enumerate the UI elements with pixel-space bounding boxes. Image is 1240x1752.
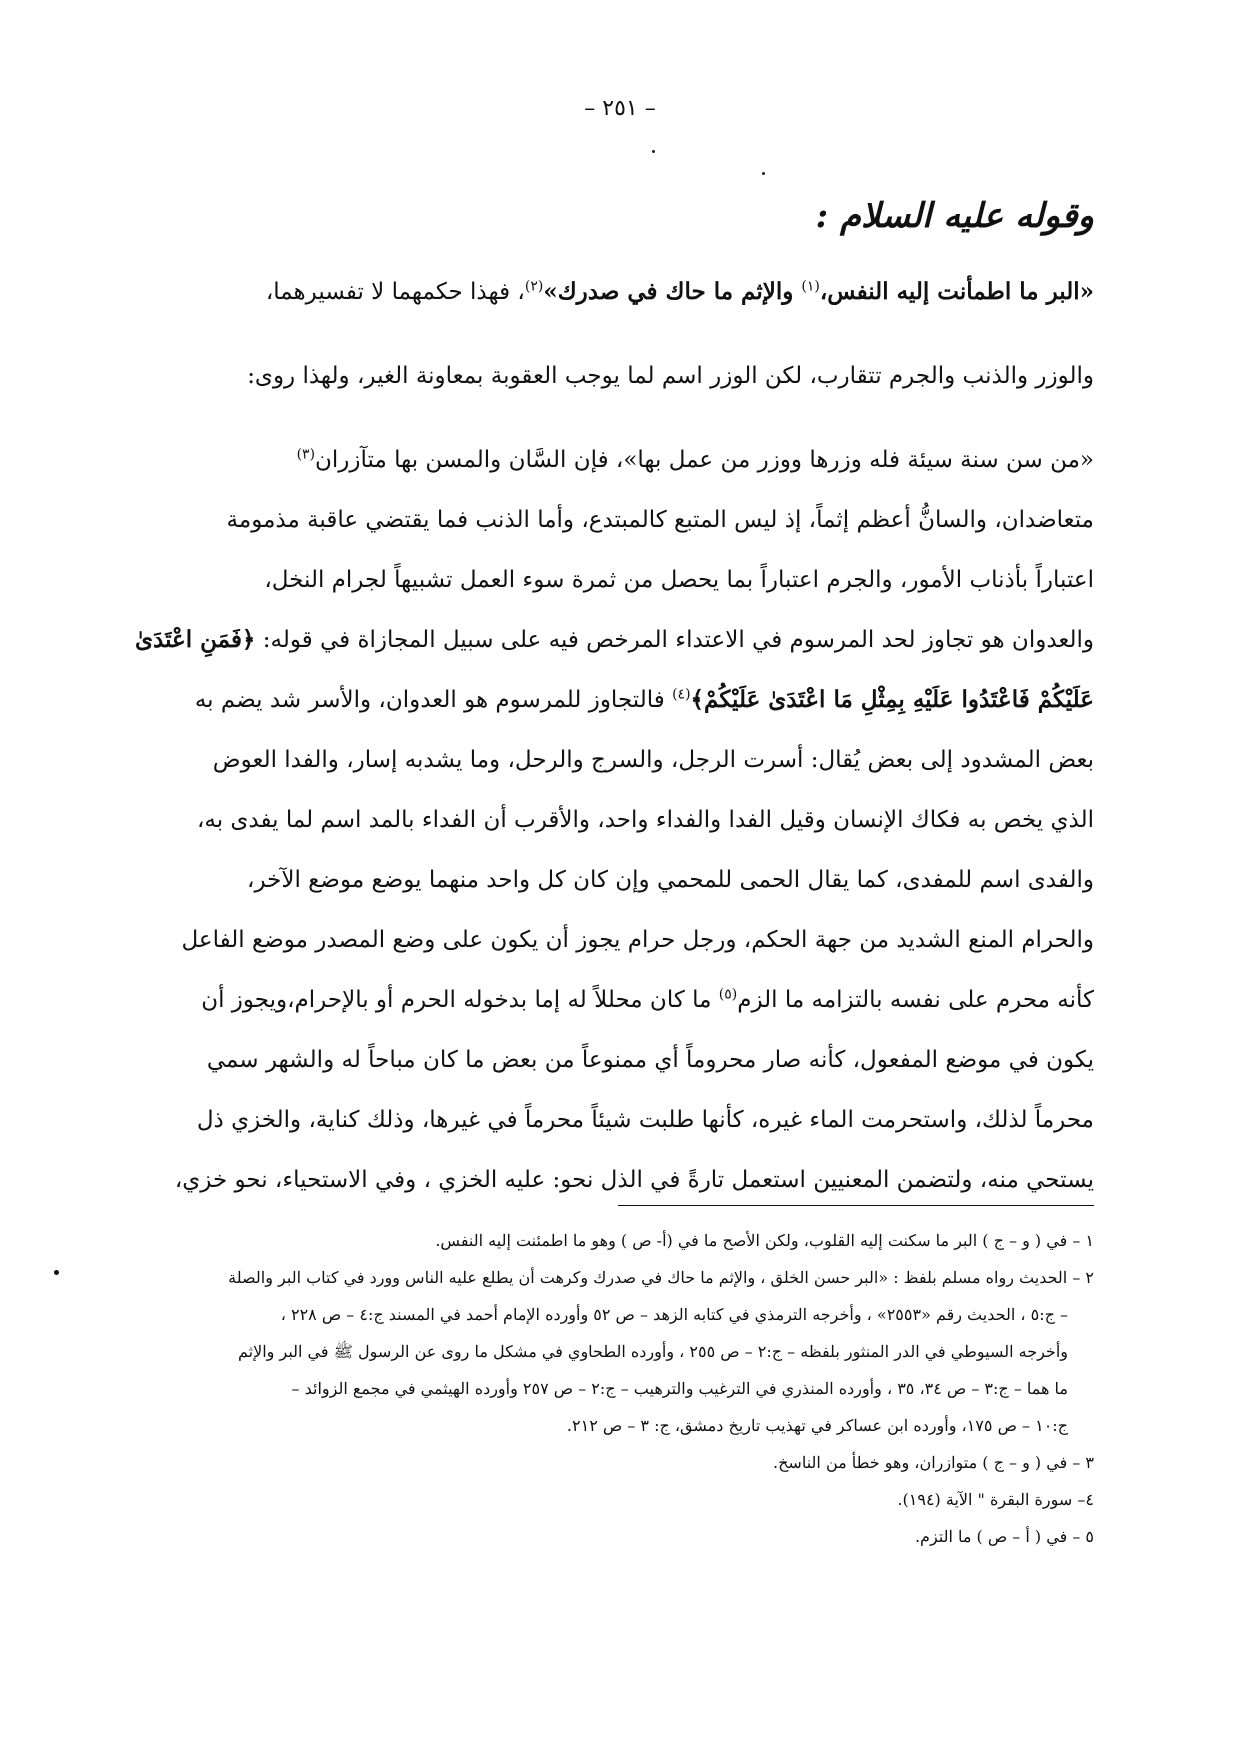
footnote-ref: (٣)	[296, 446, 316, 463]
text-line: اعتباراً بأذناب الأمور، والجرم اعتباراً بما يحصل من ثمرة سوء العمل تشبيهاً لجرام النخل،	[264, 567, 1094, 593]
text-line: يكون في موضع المفعول، كأنه صار محروماً أي ممنوعاً من بعض ما كان مباحاً له والشهر سمي	[206, 1047, 1094, 1073]
footnote-ref: (٤)	[672, 686, 691, 703]
text-line: متعاضدان، والسانُّ أعظم إثماً، إذ ليس المتبع كالمبتدع، وأما الذنب فما يقتضي عاقبة مذمومة	[226, 507, 1094, 533]
quran-verse: عَلَيْكُمْ فَاعْتَدُوا عَلَيْهِ بِمِثْلِ مَا اعْتَدَىٰ عَلَيْكُمْ﴾	[690, 686, 1094, 713]
text-line: محرماً لذلك، واستحرمت الماء غيره، كأنها طلبت شيئاً محرماً في غيرها، وذلك كناية، والخزي ذل	[196, 1107, 1094, 1133]
footnote: ٣ – في ( و – ج ) متوازران، وهو خطأ من الناسخ.	[773, 1453, 1094, 1472]
footnote: ٢ – الحديث رواه مسلم بلفظ : «البر حسن الخلق ، والإثم ما حاك في صدرك وكرهت أن يطلع عليه الناس وورد في كتاب البر والصلة	[228, 1268, 1094, 1287]
footnote-ref: (١)	[801, 278, 820, 295]
text-line: والوزر والذنب والجرم تتقارب، لكن الوزر اسم لما يوجب العقوبة بمعاونة الغير، ولهذا روى:	[247, 363, 1094, 389]
text-line: والعدوان هو تجاوز لحد المرسوم في الاعتداء المرخص فيه على سبيل المجازاة في قوله: ﴿فَمَنِ اعْتَدَىٰ	[135, 626, 1094, 653]
text-line: يستحي منه، ولتضمن المعنيين استعمل تارةً في الذل نحو: عليه الخزي ، وفي الاستحياء، نحو خزي،	[174, 1167, 1094, 1193]
text-line: الذي يخص به فكاك الإنسان وقيل الفدا والفداء واحد، والأقرب أن الفداء بالمد اسم لما يفدى به،	[196, 807, 1094, 833]
footnote-continuation: وأخرجه السيوطي في الدر المنثور بلفظه – ج:٢ – ص ٢٥٥ ، وأورده الطحاوي في مشكل ما روى عن الرسول ﷺ في البر والإثم	[238, 1342, 1068, 1361]
footnotes	[152, 1222, 1094, 1555]
text-line: «من سن سنة سيئة فله وزرها ووزر من عمل بها»، فإن السَّان والمسن بها متآزران$^{(٣)}$	[296, 446, 1094, 473]
hadith-quote: «البر ما اطمأنت إليه النفس،	[819, 278, 1094, 305]
footnote: ١ – في ( و – ج ) البر ما سكنت إليه القلوب، ولكن الأصح ما في (أ- ص ) وهو ما اطمئنت إليه النفس.	[435, 1231, 1094, 1250]
footnote-continuation: ما هما – ج:٣ – ص ٣٤، ٣٥ ، وأورده المنذري في الترغيب والترهيب – ج:٢ – ص ٢٥٧ وأورده الهيثمي في مجمع الزوائد –	[291, 1379, 1068, 1398]
quran-verse: ﴿فَمَنِ اعْتَدَىٰ	[135, 626, 256, 653]
footnote-continuation: ج:١٠ – ص ١٧٥، وأورده ابن عساكر في تهذيب تاريخ دمشق، ج: ٣ – ص ٢١٢.	[566, 1416, 1068, 1435]
scan-speck	[762, 172, 765, 175]
text-line: والفدى اسم للمفدى، كما يقال الحمى للمحمي وإن كان كل واحد منهما يوضع موضع الآخر،	[247, 867, 1094, 893]
text-line: والحرام المنع الشديد من جهة الحكم، ورجل حرام يجوز أن يكون على وضع المصدر موضع الفاعل	[181, 927, 1094, 953]
text-line: بعض المشدود إلى بعض يُقال: أسرت الرجل، والسرج والرحل، وما يشدبه إسار، والفدا العوض	[212, 747, 1094, 773]
footnote: ٥ – في ( أ – ص ) ما التزم.	[914, 1527, 1094, 1546]
body-text	[135, 262, 1094, 1210]
hadith-quote: والإثم ما حاك في صدرك»	[543, 278, 802, 305]
footnote-ref: (٢)	[524, 278, 544, 295]
footnote-ref: (٥)	[718, 986, 738, 1003]
section-heading: وقوله عليه السلام :	[815, 196, 1094, 236]
footnote-continuation: – ج:٥ ، الحديث رقم «٢٥٥٣» ، وأخرجه الترمذي في كتابه الزهد – ص ٥٢ وأورده الإمام أحمد في المسند ج:٤ – ص ٢٢٨ ،	[280, 1305, 1068, 1324]
text-line: عَلَيْكُمْ فَاعْتَدُوا عَلَيْهِ بِمِثْلِ مَا اعْتَدَىٰ عَلَيْكُمْ﴾$^{(٤)}$ فالتجاوز للمرسوم هو العدوان، والأسر شد يضم به	[194, 686, 1094, 713]
page-number: – ٢٥١ –	[584, 96, 656, 121]
scan-speck	[652, 150, 655, 153]
text-line: «البر ما اطمأنت إليه النفس،$^{(١)}$ والإثم ما حاك في صدرك»$^{(٢)}$، فهذا حكمهما لا تفسيرهما،	[265, 278, 1094, 305]
footnote-divider	[618, 1205, 1094, 1206]
text-line: كأنه محرم على نفسه بالتزامه ما الزم$^{(٥)}$ ما كان محللاً له إما بدخوله الحرم أو بالإحرام،ويجوز أن	[201, 986, 1094, 1013]
footnote: ٤– سورة البقرة " الآية (١٩٤).	[897, 1490, 1094, 1509]
bullet-dot	[54, 1270, 59, 1275]
